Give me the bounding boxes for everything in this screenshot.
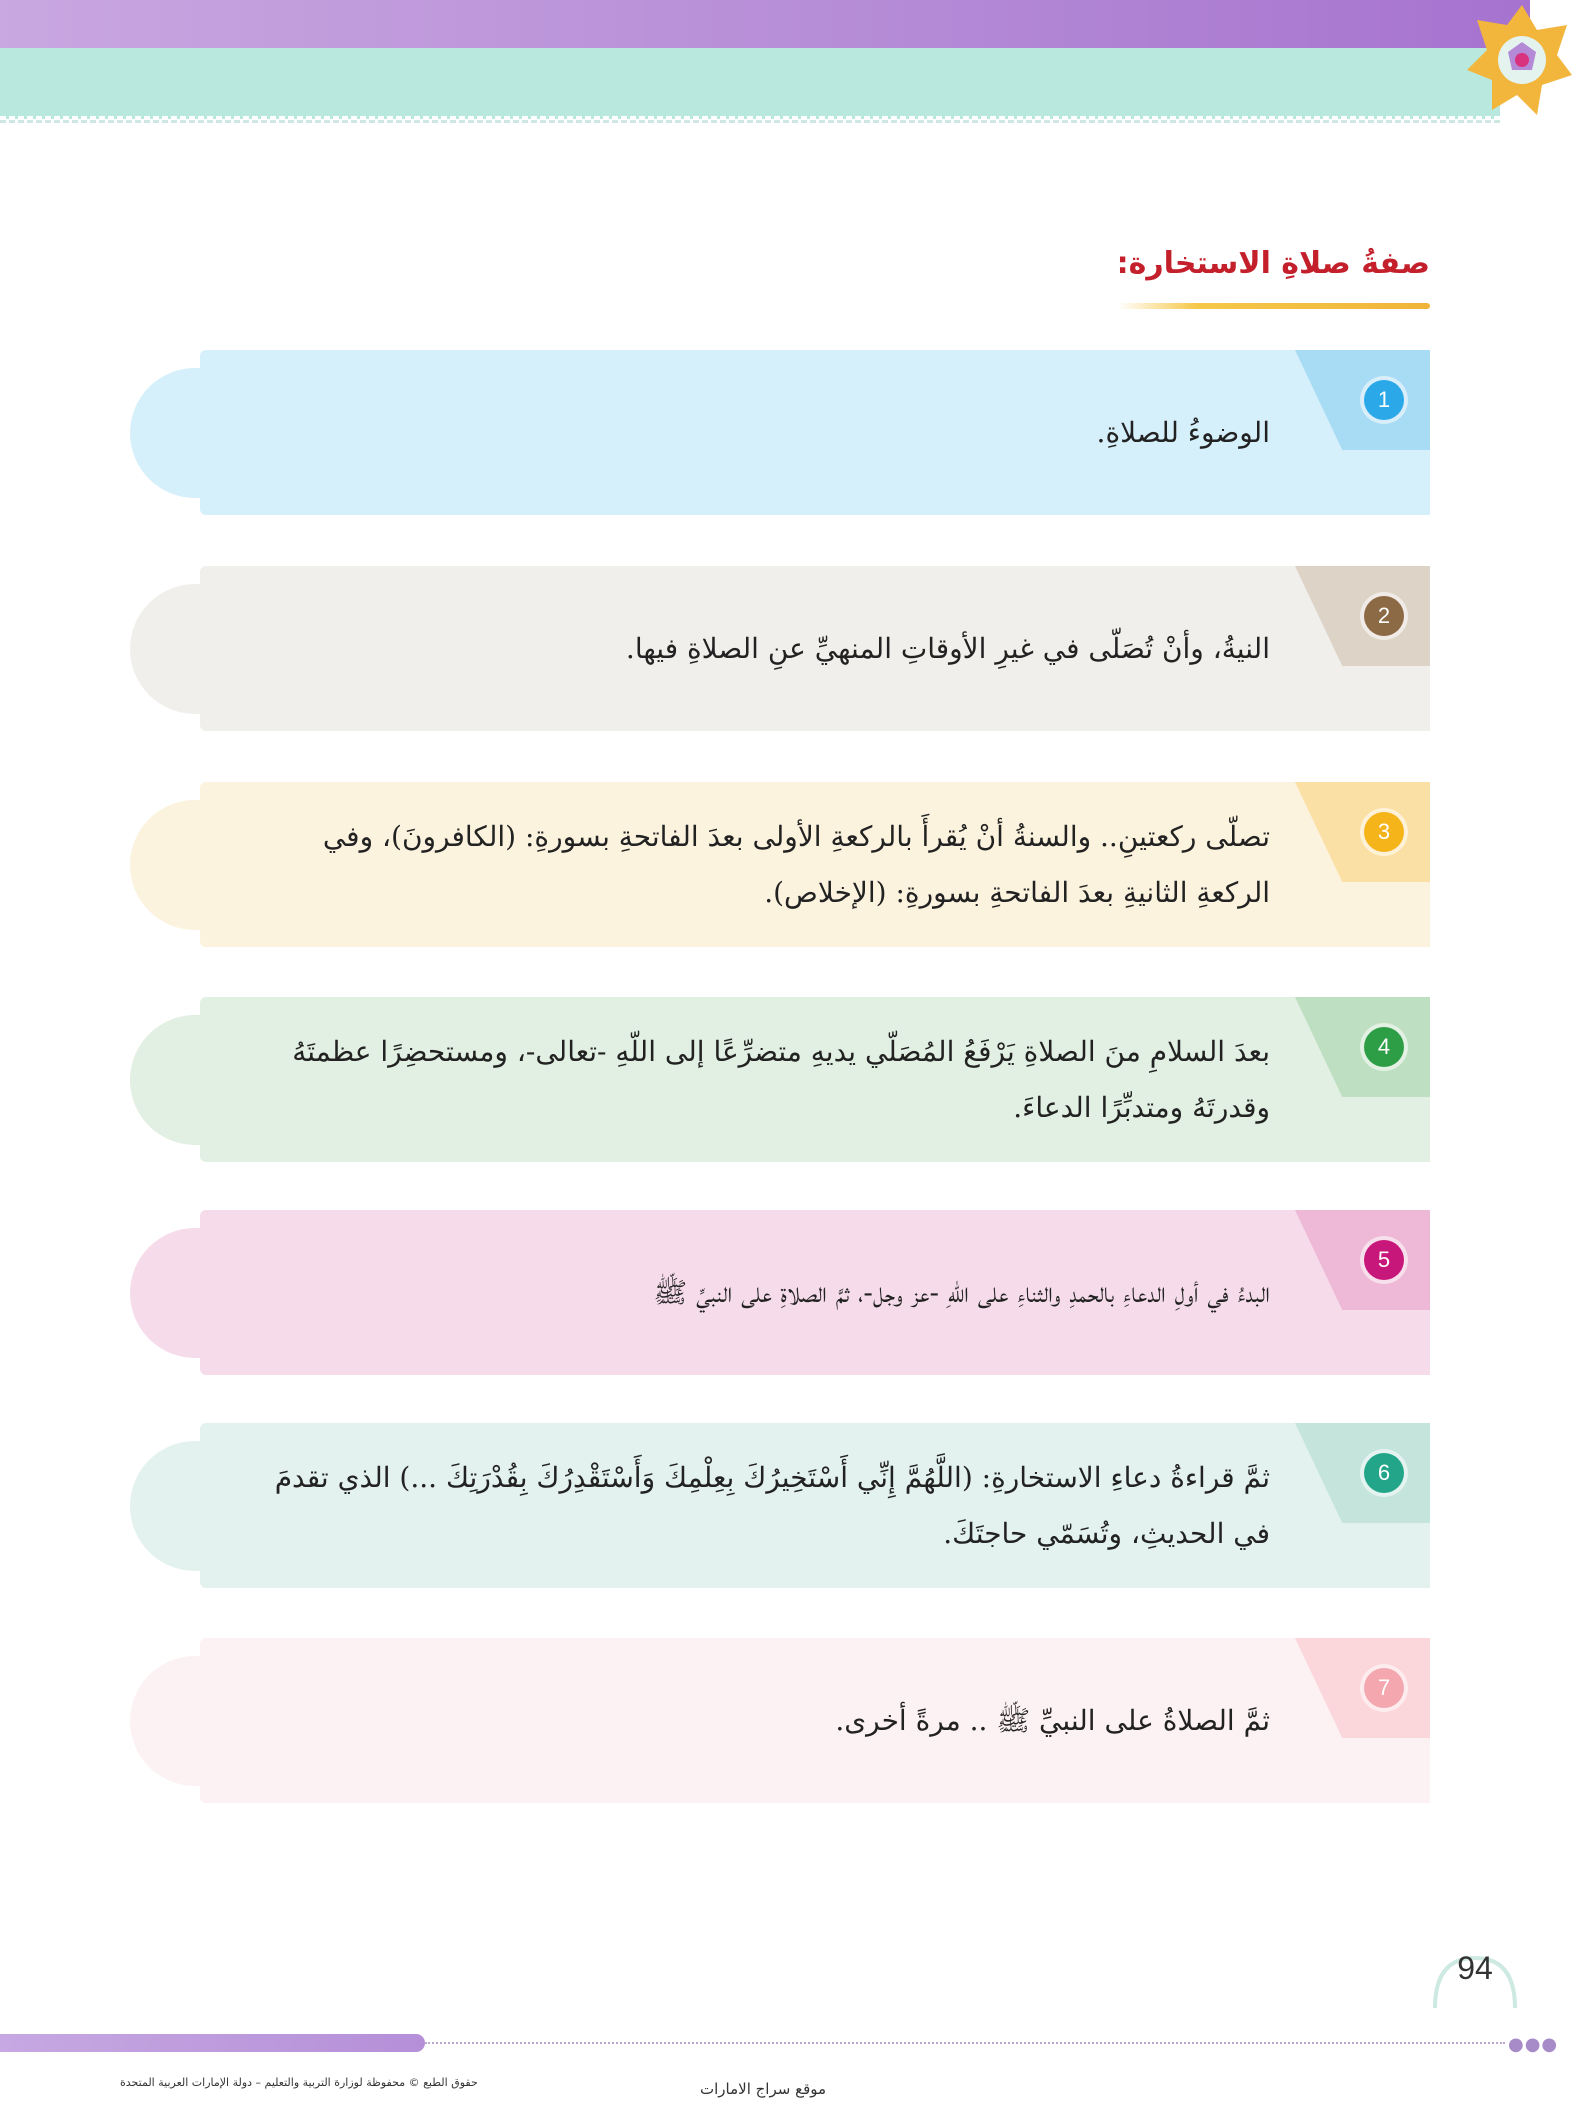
step-row [130,566,1430,731]
step-text: ثمَّ الصلاةُ على النبيِّ ﷺ .. مرةً أخرى. [835,1703,1270,1737]
step-number-badge: 7 [1364,1668,1404,1708]
step-text: ثمَّ قراءةُ دعاءِ الاستخارةِ: (اللَّهُمَّ إِنِّي أَسْتَخِيرُكَ بِعِلْمِكَ وَأَسْتَقْدِرُكَ بِقُدْرَتِكَ ...) الذي تقدمَ في الحديثِ، وتُسَمّي حاجتَكَ. [274,1460,1270,1550]
step-row [130,782,1430,947]
step-number-badge: 2 [1364,596,1404,636]
footer-dotted-line [425,2042,1505,2044]
footer-copyright: حقوق الطبع © محفوظة لوزارة التربية والتعليم – دولة الإمارات العربية المتحدة [120,2076,478,2089]
step-number-badge: 4 [1364,1027,1404,1067]
corner-star-ornament-icon [1462,0,1572,120]
header-dashed-line [0,120,1500,123]
step-text: البدءُ في أولِ الدعاءِ بالحمدِ والثناءِ على اللّهِ -عز وجل-، ثمَّ الصلاةِ على النبيِّ ﷺ [653,1275,1270,1309]
page-title: صفةُ صلاةِ الاستخارة: [1116,246,1430,281]
step-text: النيةُ، وأنْ تُصَلّى في غيرِ الأوقاتِ المنهيِّ عنِ الصلاةِ فيها. [625,631,1270,665]
step-row [130,1210,1430,1375]
header-purple-band [0,0,1530,48]
step-row [130,997,1430,1162]
step-row [130,1423,1430,1588]
step-text: بعدَ السلامِ منَ الصلاةِ يَرْفَعُ المُصَلّي يديهِ متضرِّعًا إلى اللّهِ -تعالى-، ومستحضِرًا عظمتَهُ وقدرتَهُ ومتدبِّرًا الدعاءَ. [292,1034,1270,1124]
step-number-badge: 5 [1364,1240,1404,1280]
header-teal-band [0,48,1500,119]
footer-site-name: موقع سراج الامارات [700,2080,827,2098]
step-text: الوضوءُ للصلاةِ. [1096,415,1270,449]
footer-bar [0,2034,425,2052]
footer-dots-icon: ●●● [1508,2034,1559,2055]
step-number-badge: 1 [1364,380,1404,420]
step-row [130,350,1430,515]
page-number: 94 [1457,1950,1493,1986]
step-number-badge: 6 [1364,1453,1404,1493]
step-text: تصلّى ركعتينِ.. والسنةُ أنْ يُقرأَ بالركعةِ الأولى بعدَ الفاتحةِ بسورةِ: (الكافرونَ)، وفي الركعةِ الثانيةِ بعدَ الفاتحةِ بسورةِ: (الإخلاص). [322,819,1270,909]
step-row [130,1638,1430,1803]
step-number-badge: 3 [1364,812,1404,852]
title-underline [1118,303,1430,309]
